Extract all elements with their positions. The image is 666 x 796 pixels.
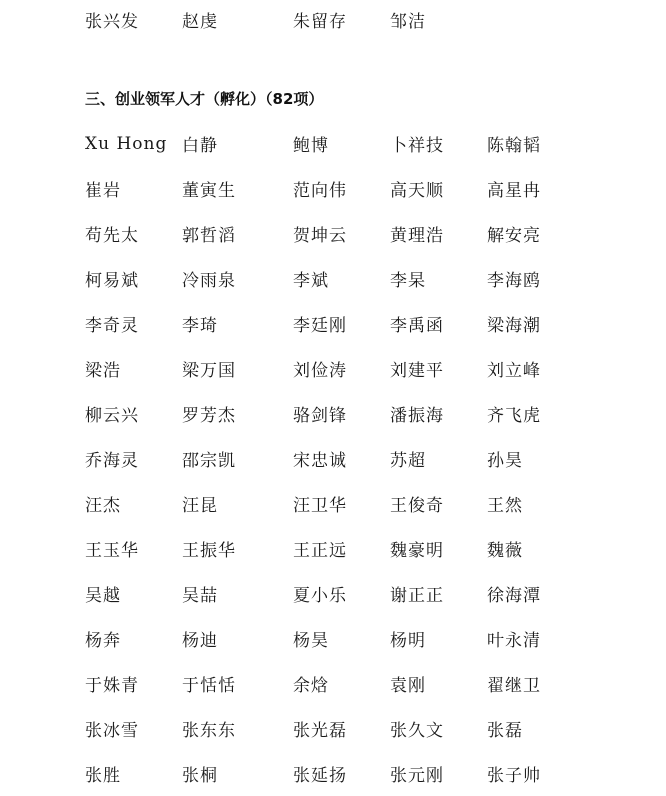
name-cell: 汪昆 <box>182 496 218 516</box>
name-cell: 鲍博 <box>293 136 329 156</box>
name-row <box>85 751 605 796</box>
name-cell: 崔岩 <box>85 181 121 201</box>
name-cell: 张元刚 <box>390 766 444 786</box>
name-cell: 骆剑锋 <box>293 406 347 426</box>
name-cell: 高星冉 <box>487 181 541 201</box>
name-row <box>85 526 605 571</box>
name-cell: 郭哲滔 <box>182 226 236 246</box>
name-cell: 苟先太 <box>85 226 139 246</box>
name-cell: 汪卫华 <box>293 496 347 516</box>
name-row-top <box>85 0 605 42</box>
name-cell: 张桐 <box>182 766 218 786</box>
name-cell: 宋忠诚 <box>293 451 347 471</box>
name-cell: 张久文 <box>390 721 444 741</box>
name-cell: 李斌 <box>293 271 329 291</box>
name-cell: 王然 <box>487 496 523 516</box>
name-cell: 黄理浩 <box>390 226 444 246</box>
name-cell: 李奇灵 <box>85 316 139 336</box>
name-cell: 张子帅 <box>487 766 541 786</box>
name-cell: 卜祥技 <box>390 136 444 156</box>
name-cell: 杨明 <box>390 631 426 651</box>
section-heading: 三、创业领军人才（孵化）（82项） <box>85 90 324 108</box>
name-cell: 张兴发 <box>85 12 139 32</box>
name-cell: 张磊 <box>487 721 523 741</box>
name-cell: 罗芳杰 <box>182 406 236 426</box>
name-cell: 李琦 <box>182 316 218 336</box>
name-cell: 范向伟 <box>293 181 347 201</box>
name-cell: 王玉华 <box>85 541 139 561</box>
name-cell: 翟继卫 <box>487 676 541 696</box>
name-cell: 齐飞虎 <box>487 406 541 426</box>
name-cell: 张冰雪 <box>85 721 139 741</box>
name-row <box>85 706 605 751</box>
name-cell: 刘立峰 <box>487 361 541 381</box>
name-row <box>85 256 605 301</box>
name-row <box>85 121 605 166</box>
name-cell: 刘俭涛 <box>293 361 347 381</box>
name-cell: 梁海潮 <box>487 316 541 336</box>
name-cell: Xu Hong <box>85 133 168 154</box>
name-cell: 贺坤云 <box>293 226 347 246</box>
name-cell: 徐海潭 <box>487 586 541 606</box>
name-cell: 叶永清 <box>487 631 541 651</box>
name-cell: 张延扬 <box>293 766 347 786</box>
name-cell: 杨奔 <box>85 631 121 651</box>
name-cell: 柯易斌 <box>85 271 139 291</box>
name-row <box>85 346 605 391</box>
name-cell: 魏薇 <box>487 541 523 561</box>
name-row <box>85 301 605 346</box>
name-cell: 柳云兴 <box>85 406 139 426</box>
name-row <box>85 166 605 211</box>
name-cell: 吴喆 <box>182 586 218 606</box>
name-row <box>85 211 605 256</box>
name-cell: 孙昊 <box>487 451 523 471</box>
name-cell: 朱留存 <box>293 12 347 32</box>
name-cell: 王振华 <box>182 541 236 561</box>
name-cell: 苏超 <box>390 451 426 471</box>
name-cell: 袁刚 <box>390 676 426 696</box>
name-cell: 邵宗凯 <box>182 451 236 471</box>
name-cell: 王俊奇 <box>390 496 444 516</box>
name-cell: 余焓 <box>293 676 329 696</box>
name-cell: 杨昊 <box>293 631 329 651</box>
name-cell: 高天顺 <box>390 181 444 201</box>
name-row <box>85 481 605 526</box>
name-cell: 杨迪 <box>182 631 218 651</box>
name-cell: 汪杰 <box>85 496 121 516</box>
name-cell: 吴越 <box>85 586 121 606</box>
name-row <box>85 616 605 661</box>
name-cell: 梁万国 <box>182 361 236 381</box>
name-cell: 魏豪明 <box>390 541 444 561</box>
name-row <box>85 571 605 616</box>
name-cell: 解安亮 <box>487 226 541 246</box>
name-cell: 刘建平 <box>390 361 444 381</box>
name-cell: 张东东 <box>182 721 236 741</box>
name-cell: 李海鸥 <box>487 271 541 291</box>
name-cell: 邹洁 <box>390 12 426 32</box>
name-cell: 陈翰韬 <box>487 136 541 156</box>
name-cell: 于恬恬 <box>182 676 236 696</box>
name-cell: 潘振海 <box>390 406 444 426</box>
name-cell: 张胜 <box>85 766 121 786</box>
name-cell: 王正远 <box>293 541 347 561</box>
name-row <box>85 436 605 481</box>
name-row <box>85 391 605 436</box>
name-cell: 乔海灵 <box>85 451 139 471</box>
name-cell: 李禹函 <box>390 316 444 336</box>
name-cell: 赵虔 <box>182 12 218 32</box>
name-row <box>85 661 605 706</box>
name-cell: 董寅生 <box>182 181 236 201</box>
name-cell: 李杲 <box>390 271 426 291</box>
name-cell: 李廷刚 <box>293 316 347 336</box>
name-cell: 张光磊 <box>293 721 347 741</box>
name-cell: 冷雨泉 <box>182 271 236 291</box>
name-cell: 谢正正 <box>390 586 444 606</box>
name-cell: 梁浩 <box>85 361 121 381</box>
name-cell: 于姝青 <box>85 676 139 696</box>
name-cell: 白静 <box>182 136 218 156</box>
name-cell: 夏小乐 <box>293 586 347 606</box>
